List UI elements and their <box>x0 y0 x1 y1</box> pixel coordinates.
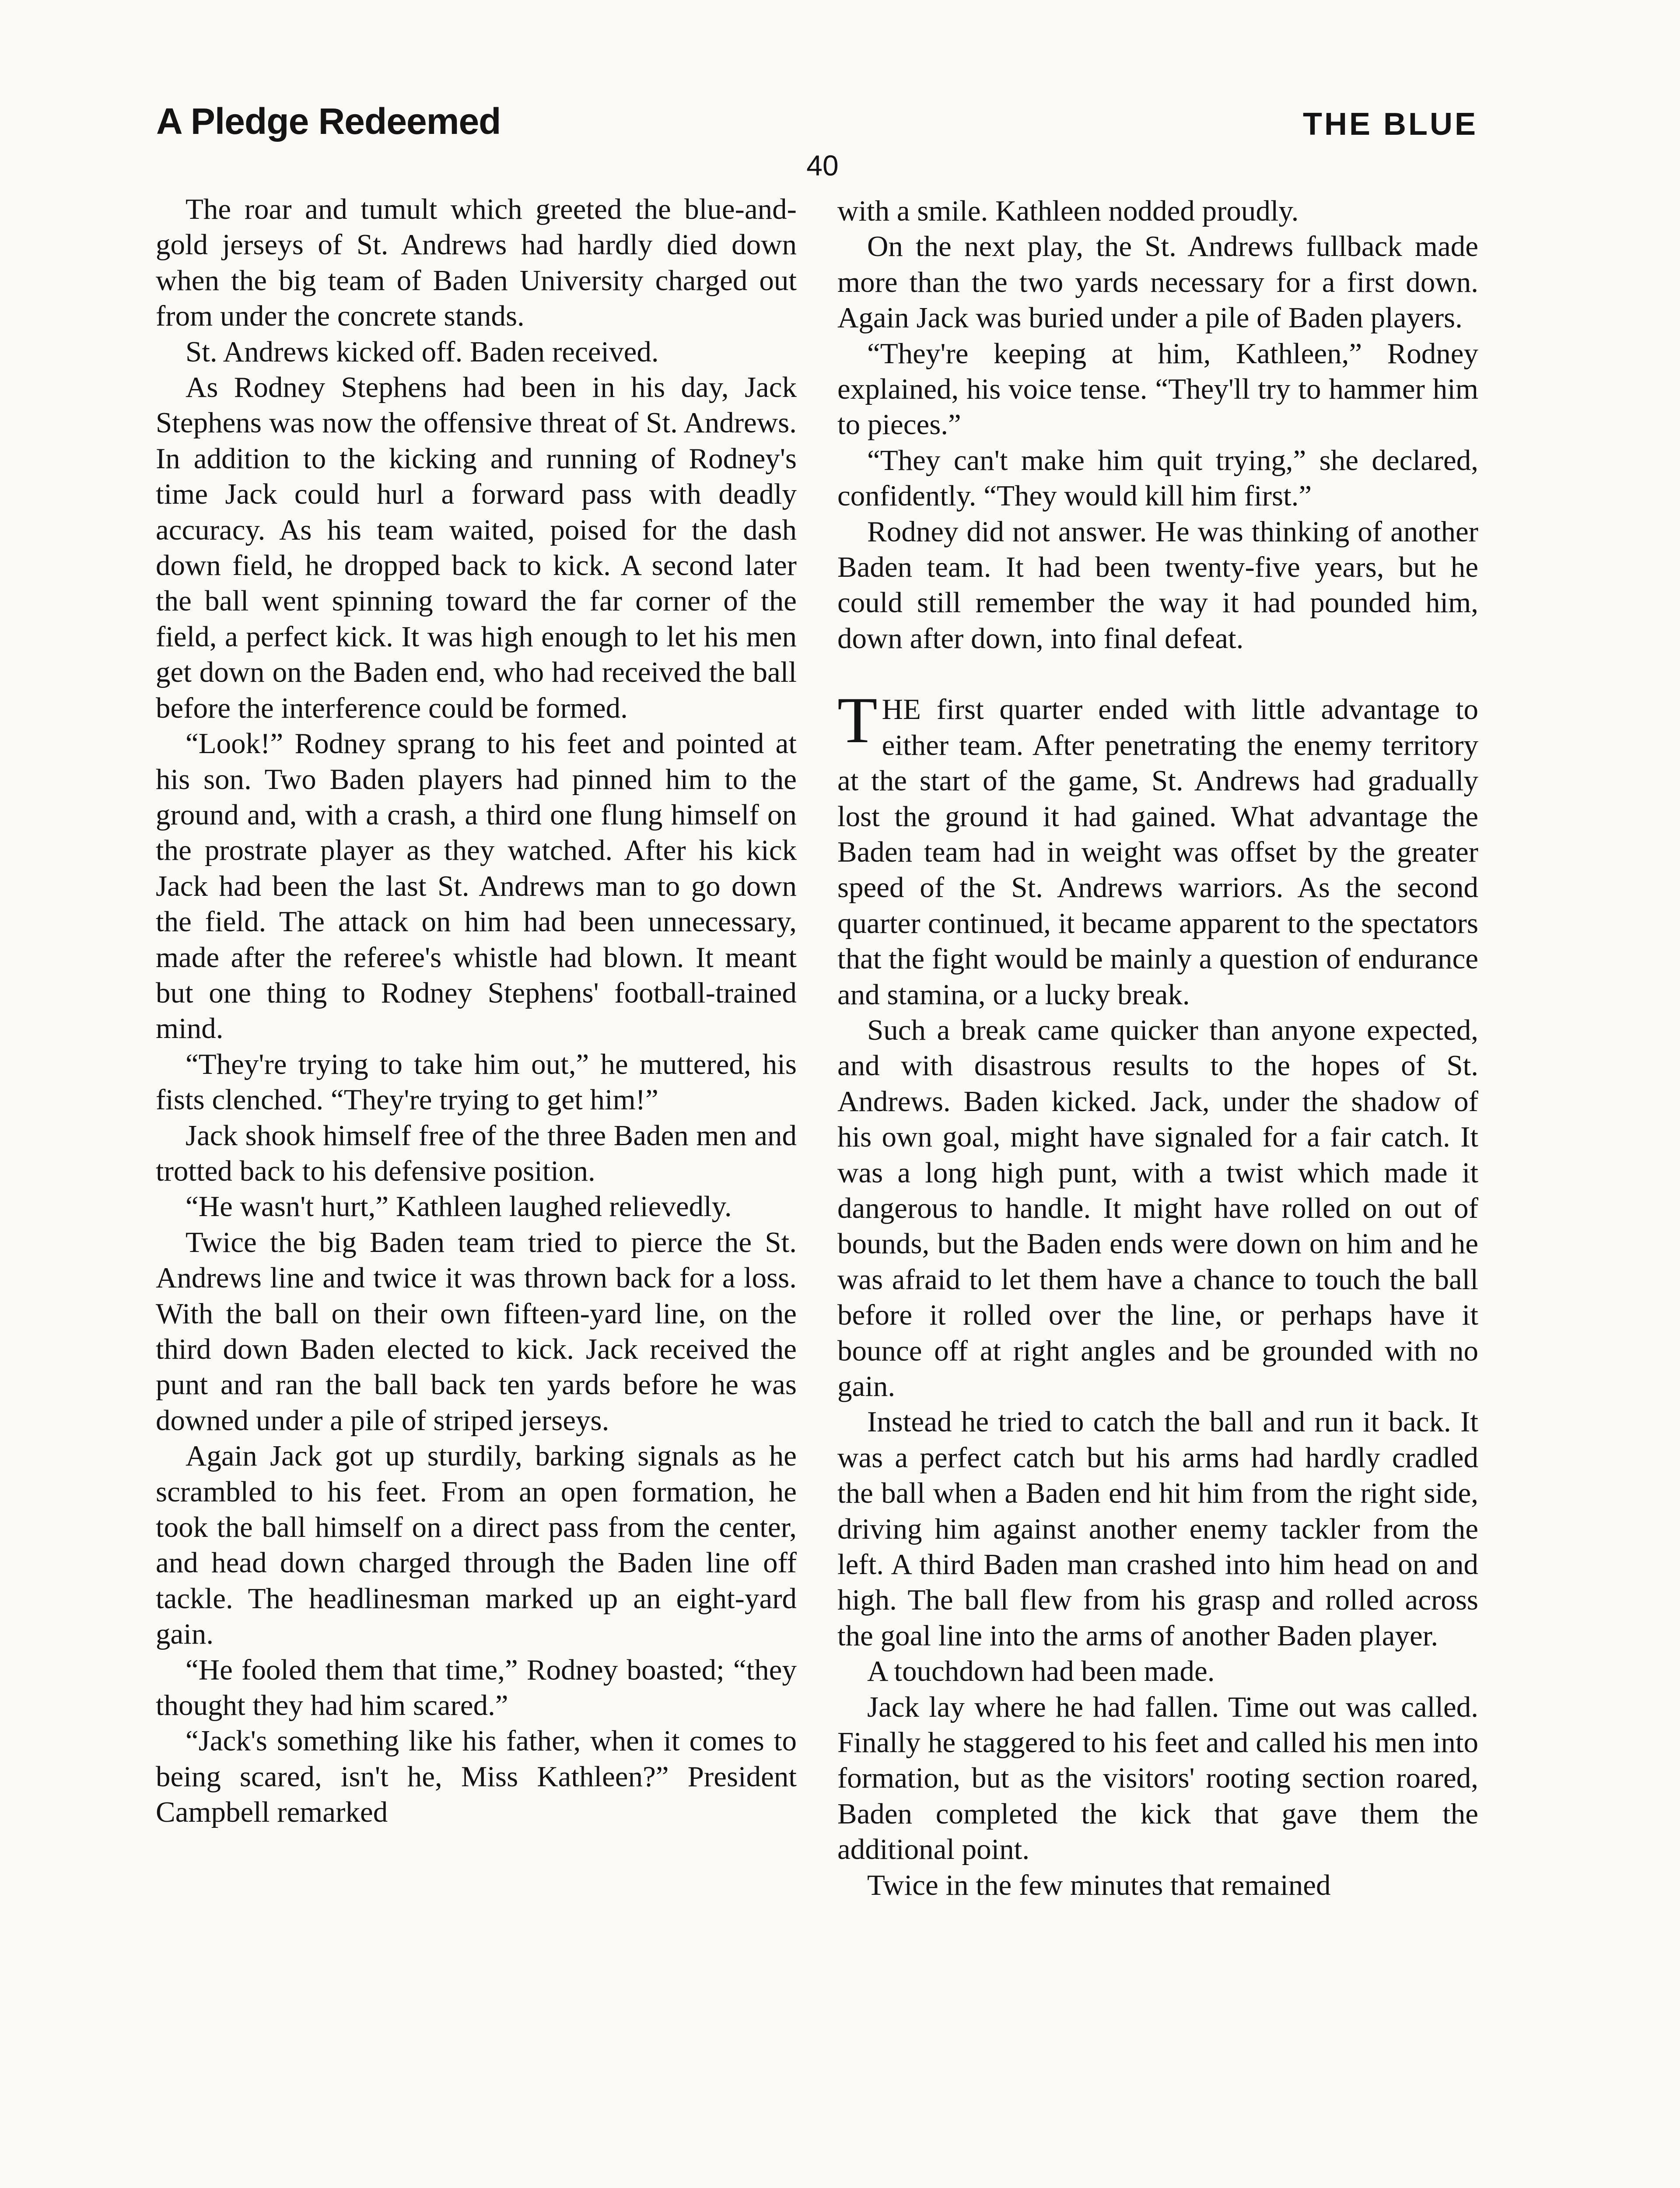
paragraph: Jack shook himself free of the three Baden men and trotted back to his defensive position. <box>156 1119 797 1187</box>
paragraph: Such a break came quicker than anyone expected, and with disastrous results to the hopes of St. Andrews. Baden kicked. Jack, under the shadow of his own goal, might have signaled for a fair catch. It was a long high punt, with a twist which made it dangerous to handle. It might have rolled on out of bounds, but the Baden ends were down on him and he was afraid to let them have a chance to touch the ball before it rolled over the line, or perhaps have it bounce off at right angles and be grounded with no gain. <box>837 1013 1478 1403</box>
paragraph: The roar and tumult which greeted the blue-and-gold jerseys of St. Andrews had hardly died down when the big team of Baden University charged out from under the concrete stands. <box>156 193 797 333</box>
paragraph: “He wasn't hurt,” Kathleen laughed relievedly. <box>186 1190 732 1223</box>
paragraph: Instead he tried to catch the ball and run it back. It was a perfect catch but his arms had hardly cradled the ball when a Baden end hit him from the right side, driving him against another enemy tackler from the left. A third Baden man crashed into him head on and high. The ball flew from his grasp and rolled across the goal line into the arms of another Baden player. <box>837 1406 1478 1652</box>
section-opening-paragraph <box>837 684 1478 1013</box>
paragraph: “Look!” Rodney sprang to his feet and pointed at his son. Two Baden players had pinned him to the ground and, with a crash, a third one flung himself on the prostrate player as they watched. After his kick Jack had been the last St. Andrews man to go down the field. The attack on him had been unnecessary, made after the referee's whistle had blown. It meant but one thing to Rodney Stephens' football-trained mind. <box>156 727 797 1045</box>
page-number: 40 <box>806 149 839 182</box>
paragraph: St. Andrews kicked off. Baden received. <box>186 335 659 368</box>
paragraph: with a smile. Kathleen nodded proudly. <box>837 195 1299 227</box>
paragraph: “Jack's something like his father, when it comes to being scared, isn't he, Miss Kathleen?” President Campbell remarked <box>156 1725 797 1829</box>
right-column <box>837 193 1478 1903</box>
paragraph: Jack lay where he had fallen. Time out was called. Finally he staggered to his feet and called his men into formation, but as the visitors' rooting section roared, Baden completed the kick that gave them the additional point. <box>837 1690 1478 1866</box>
section-break <box>837 656 1478 692</box>
left-column <box>156 192 797 1830</box>
paragraph: “They're keeping at him, Kathleen,” Rodney explained, his voice tense. “They'll try to hammer him to pieces.” <box>837 337 1478 441</box>
paragraph: A touchdown had been made. <box>867 1655 1215 1688</box>
paragraph: Twice in the few minutes that remained <box>867 1869 1331 1901</box>
paragraph: Again Jack got up sturdily, barking signals as he scrambled to his feet. From an open formation, he took the ball himself on a direct pass from the center, and head down charged through the Baden line off tackle. The headlinesman marked up an eight-yard gain. <box>156 1440 797 1651</box>
paragraph: “They're trying to take him out,” he muttered, his fists clenched. “They're trying to get him!” <box>156 1048 797 1116</box>
paragraph: Twice the big Baden team tried to pierce the St. Andrews line and twice it was thrown back for a loss. With the ball on their own fifteen-yard line, on the third down Baden elected to kick. Jack received the punt and ran the ball back ten yards before he was downed under a pile of striped jerseys. <box>156 1226 797 1437</box>
magazine-name: THE BLUE <box>1303 107 1478 142</box>
paragraph-text: HE first quarter ended with little advantage to either team. After penetrating the enemy territory at the start of the game, St. Andrews had gradually lost the ground it had gained. What advantage the Baden team had in weight was offset by the greater speed of the St. Andrews warriors. As the second quarter continued, it became apparent to the spectators that the fight would be mainly a question of endurance and stamina, or a lucky break. <box>837 693 1478 1011</box>
drop-cap: T <box>837 684 878 757</box>
paragraph: Rodney did not answer. He was thinking of another Baden team. It had been twenty-five years, but he could still remember the way it had pounded him, down after down, into final defeat. <box>837 515 1478 655</box>
paragraph: “They can't make him quit trying,” she declared, confidently. “They would kill him first.” <box>837 444 1478 512</box>
story-title: A Pledge Redeemed <box>156 101 501 142</box>
paragraph: “He fooled them that time,” Rodney boasted; “they thought they had him scared.” <box>156 1653 797 1722</box>
paragraph: As Rodney Stephens had been in his day, Jack Stephens was now the offensive threat of St. Andrews. In addition to the kicking and running of Rodney's time Jack could hurl a forward pass with deadly accuracy. As his team waited, poised for the dash down field, he dropped back to kick. A second later the ball went spinning toward the far corner of the field, a perfect kick. It was high enough to let his men get down on the Baden end, who had received the ball before the interference could be formed. <box>156 371 797 724</box>
paragraph: On the next play, the St. Andrews fullback made more than the two yards necessary for a first down. Again Jack was buried under a pile of Baden players. <box>837 230 1478 334</box>
